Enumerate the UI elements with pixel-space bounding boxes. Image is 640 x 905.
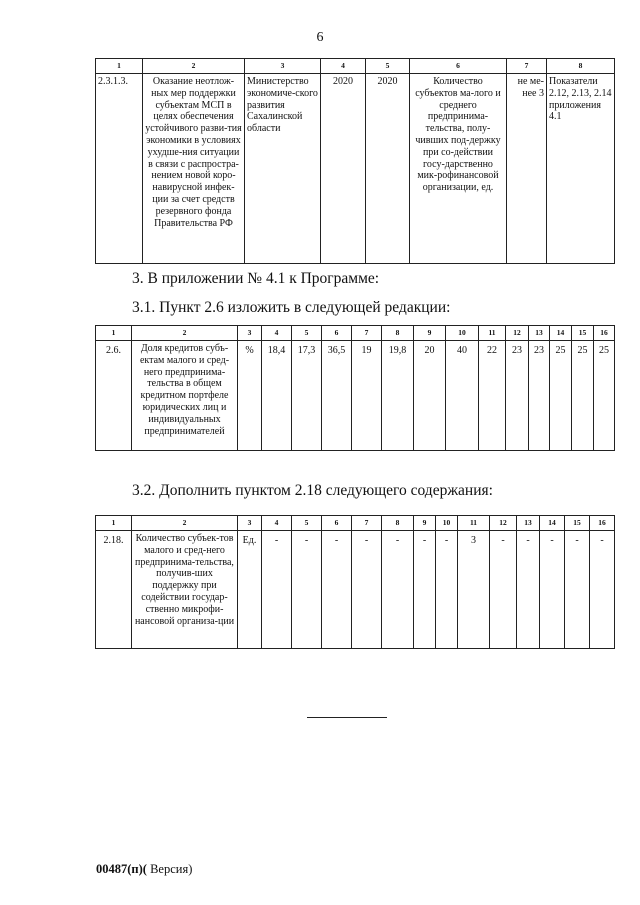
value-cell: 19 [352, 341, 382, 451]
value-cell: 40 [446, 341, 479, 451]
table-header-row [96, 59, 615, 74]
value-cell: 23 [506, 341, 529, 451]
header-cell: 2 [132, 326, 238, 341]
header-cell: 6 [410, 59, 507, 74]
header-cell: 1 [96, 326, 132, 341]
header-cell: 15 [565, 516, 590, 531]
header-cell: 8 [382, 516, 414, 531]
value-cell: - [517, 531, 540, 649]
value-cell: 36,5 [322, 341, 352, 451]
header-cell: 7 [507, 59, 547, 74]
target-value: не ме-нее 3 [507, 74, 547, 264]
document-code-number: 00487(п)( [96, 862, 147, 876]
value-cell: 18,4 [262, 341, 292, 451]
header-cell: 7 [352, 516, 382, 531]
header-cell: 11 [458, 516, 490, 531]
header-cell: 8 [382, 326, 414, 341]
separator-line [307, 717, 387, 718]
header-cell: 2 [143, 59, 245, 74]
page-number: 6 [316, 30, 324, 45]
unit: Ед. [238, 531, 262, 649]
value-cell: 3 [458, 531, 490, 649]
row-number: 2.6. [96, 341, 132, 451]
header-cell: 13 [517, 516, 540, 531]
row-number: 2.3.1.3. [96, 74, 143, 264]
header-cell: 12 [490, 516, 517, 531]
value-cell: - [436, 531, 458, 649]
section-heading-3-2: 3.2. Дополнить пунктом 2.18 следующего содержания: [132, 482, 493, 499]
header-cell: 4 [262, 516, 292, 531]
table-header-row [96, 516, 615, 531]
executor: Министерство экономиче-ского развития Сахалинской области [245, 74, 321, 264]
header-cell: 5 [366, 59, 410, 74]
start-year: 2020 [321, 74, 366, 264]
value-cell: - [590, 531, 615, 649]
value-cell: - [352, 531, 382, 649]
measures-table [95, 58, 615, 264]
row-number: 2.18. [96, 531, 132, 649]
value-cell: - [490, 531, 517, 649]
value-cell: - [262, 531, 292, 649]
linked-indicators: Показатели 2.12, 2.13, 2.14 приложения 4.1 [547, 74, 615, 264]
header-cell: 16 [594, 326, 615, 341]
header-cell: 16 [590, 516, 615, 531]
indicator-name: Доля кредитов субъ-ектам малого и сред-него предпринима-тельства в общем кредитном портфеле юридических лиц и индивидуальных предпринимателей [132, 341, 238, 451]
header-cell: 5 [292, 516, 322, 531]
header-cell: 3 [238, 326, 262, 341]
value-cell: 17,3 [292, 341, 322, 451]
header-cell: 5 [292, 326, 322, 341]
value-cell: - [382, 531, 414, 649]
header-cell: 12 [506, 326, 529, 341]
header-cell: 10 [436, 516, 458, 531]
header-cell: 6 [322, 516, 352, 531]
value-cell: - [292, 531, 322, 649]
document-code [96, 862, 192, 877]
header-cell: 1 [96, 59, 143, 74]
header-cell: 11 [479, 326, 506, 341]
end-year: 2020 [366, 74, 410, 264]
header-cell: 6 [322, 326, 352, 341]
indicator-table-2-18 [95, 515, 615, 649]
section-heading-3: 3. В приложении № 4.1 к Программе: [132, 270, 380, 287]
header-cell: 8 [547, 59, 615, 74]
table-header-row [96, 326, 615, 341]
table-row [96, 531, 615, 649]
header-cell: 15 [572, 326, 594, 341]
value-cell: 19,8 [382, 341, 414, 451]
header-cell: 4 [321, 59, 366, 74]
value-cell: 23 [529, 341, 550, 451]
value-cell: - [322, 531, 352, 649]
value-cell: 25 [594, 341, 615, 451]
unit: % [238, 341, 262, 451]
value-cell: - [414, 531, 436, 649]
header-cell: 4 [262, 326, 292, 341]
value-cell: 25 [550, 341, 572, 451]
header-cell: 9 [414, 516, 436, 531]
value-cell: - [565, 531, 590, 649]
measure-name: Оказание неотлож-ных мер поддержки субъектам МСП в целях обеспечения устойчивого разви-тия экономики в условиях ухудше-ния ситуации в связи с распростра-нением новой коро-навирусной инфек-ции за счет средств резервного фонда Правительства РФ [143, 74, 245, 264]
indicator: Количество субъектов ма-лого и среднего предпринима-тельства, полу-чивших под-держку при со-действии госу-дарственно мик-рофинансовой организации, ед. [410, 74, 507, 264]
indicator-table-2-6 [95, 325, 615, 451]
value-cell: 20 [414, 341, 446, 451]
document-code-version: Версия) [146, 862, 193, 876]
header-cell: 3 [238, 516, 262, 531]
table-row [96, 74, 615, 264]
value-cell: 25 [572, 341, 594, 451]
indicator-name: Количество субъек-тов малого и сред-него предпринима-тельства, получив-ших поддержку при содействии государ-ственно микрофи-нансовой организа-ции [132, 531, 238, 649]
header-cell: 9 [414, 326, 446, 341]
section-heading-3-1: 3.1. Пункт 2.6 изложить в следующей редакции: [132, 299, 451, 316]
header-cell: 2 [132, 516, 238, 531]
header-cell: 3 [245, 59, 321, 74]
header-cell: 14 [540, 516, 565, 531]
value-cell: - [540, 531, 565, 649]
header-cell: 7 [352, 326, 382, 341]
table-row [96, 341, 615, 451]
header-cell: 1 [96, 516, 132, 531]
value-cell: 22 [479, 341, 506, 451]
header-cell: 13 [529, 326, 550, 341]
header-cell: 14 [550, 326, 572, 341]
header-cell: 10 [446, 326, 479, 341]
